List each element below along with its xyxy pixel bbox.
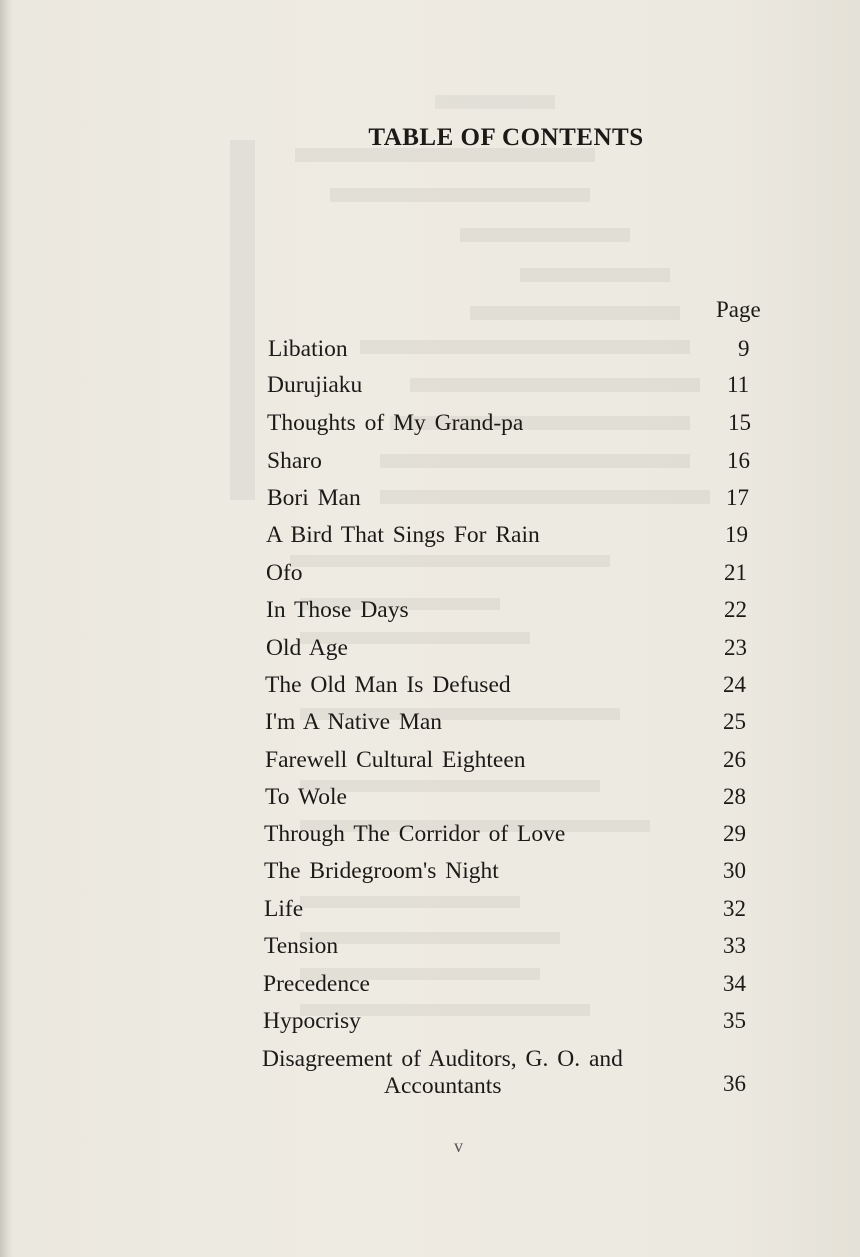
toc-entry-page: 21 <box>724 560 747 585</box>
toc-entry-page: 25 <box>723 709 746 734</box>
toc-entry-title: Libation <box>268 336 348 362</box>
toc-entry-title: Hypocrisy <box>263 1008 361 1034</box>
toc-entry-title: Bori Man <box>267 485 361 511</box>
toc-entry-page: 28 <box>723 784 746 809</box>
toc-entry-line-1: Disagreement of Auditors, G. O. and <box>262 1046 623 1072</box>
toc-entry-title-multiline <box>262 1046 623 1100</box>
toc-entry-title: The Bridegroom's Night <box>264 858 499 884</box>
folio-mark: v <box>454 1136 463 1156</box>
toc-entry-page: 9 <box>738 336 750 361</box>
toc-entry-page: 33 <box>723 933 746 958</box>
toc-entry-title: Life <box>264 896 304 922</box>
toc-entry-title: I'm A Native Man <box>265 709 443 735</box>
toc-entry-page: 19 <box>725 522 748 547</box>
toc-entry-page: 16 <box>727 448 750 473</box>
toc-entry-title: Tension <box>264 933 339 959</box>
toc-entry-title: Ofo <box>266 560 303 586</box>
toc-entry-line-2: Accountants <box>384 1073 502 1099</box>
toc-entry-title: Farewell Cultural Eighteen <box>265 747 526 773</box>
toc-entry-page: 17 <box>726 485 749 510</box>
toc-entry-title: A Bird That Sings For Rain <box>266 522 540 548</box>
toc-entry-page: 11 <box>727 372 750 397</box>
toc-entry-page: 23 <box>724 635 747 660</box>
toc-entry-title: The Old Man Is Defused <box>265 672 511 698</box>
toc-entry-title: Through The Corridor of Love <box>264 821 566 847</box>
toc-entry-page: 35 <box>723 1008 746 1033</box>
toc-entry-title: Thoughts of My Grand-pa <box>267 410 524 436</box>
page-title: TABLE OF CONTENTS <box>368 124 644 151</box>
toc-entry-page: 29 <box>723 821 746 846</box>
toc-entry-title: Precedence <box>263 971 370 997</box>
toc-entry-title: Old Age <box>266 635 348 661</box>
toc-entry-page: 22 <box>724 597 747 622</box>
toc-entry-page: 26 <box>723 747 746 772</box>
page-fold-shadow <box>0 0 10 1257</box>
toc-entry-page: 32 <box>723 896 746 921</box>
page-column-header: Page <box>716 297 761 322</box>
toc-entry-title: Sharo <box>267 448 322 474</box>
toc-entry-page: 15 <box>728 410 751 435</box>
toc-entry-page: 30 <box>723 858 746 883</box>
toc-entry-page: 36 <box>723 1071 746 1096</box>
toc-entry-title: In Those Days <box>266 597 409 623</box>
toc-entry-title: Durujiaku <box>267 372 363 398</box>
toc-entry-page: 34 <box>723 971 746 996</box>
toc-entry-title: To Wole <box>265 784 347 810</box>
toc-entry-page: 24 <box>723 672 746 697</box>
